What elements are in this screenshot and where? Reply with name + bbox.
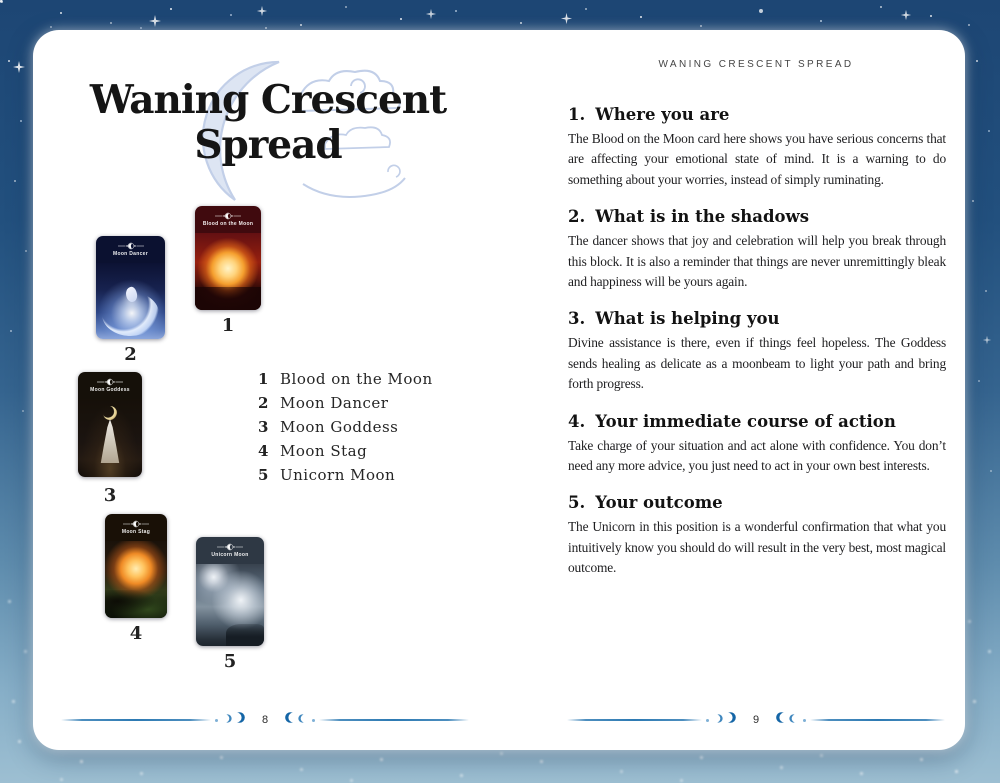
card-artwork (105, 541, 167, 618)
ornament-line (61, 719, 211, 721)
list-item (258, 370, 433, 394)
crescent-moon-icon (789, 711, 798, 729)
card-moon-stag (105, 514, 167, 618)
section-title: Your immediate course of action (595, 411, 896, 431)
card-name: Moon Goddess (90, 387, 130, 393)
ornament-dot (312, 719, 315, 722)
section-title: What is in the shadows (595, 207, 810, 227)
section-title: Where you are (595, 105, 730, 124)
list-item (258, 418, 433, 442)
crescent-ornament-icon (217, 543, 243, 551)
ornament-line (319, 719, 469, 721)
page-title-line2: Spread (194, 122, 342, 169)
section-number: 5. (568, 493, 586, 513)
spread-position-section (568, 493, 946, 578)
section-heading (568, 207, 946, 226)
sparkle-star-icon (148, 14, 162, 28)
card-legend-list (258, 370, 433, 490)
section-body: The dancer shows that joy and celebration will help you break through this block. It is also a reminder that things are never unremittingly bleak and happiness will be yours again. (568, 233, 946, 290)
section-number: 1. (568, 105, 586, 124)
section-heading (568, 309, 946, 328)
legend-label: Moon Dancer (280, 394, 389, 412)
section-heading (568, 105, 946, 124)
legend-number: 1 (258, 370, 269, 388)
spread-positions-text (568, 105, 946, 596)
ornament-line (810, 719, 945, 721)
spread-position-section (568, 207, 946, 292)
crescent-ornament-icon (215, 212, 241, 220)
card-position-number: 3 (103, 485, 117, 506)
crescent-ornament-icon (118, 242, 144, 250)
crescent-moon-icon (223, 711, 232, 729)
section-number: 4. (568, 411, 586, 431)
list-item (258, 466, 433, 490)
legend-number: 3 (258, 418, 269, 436)
card-title-band (195, 206, 261, 233)
card-title-band (96, 236, 165, 263)
section-heading (568, 493, 946, 512)
crescent-moon-icon (285, 711, 296, 729)
section-number: 3. (568, 309, 586, 329)
legend-number: 4 (258, 442, 269, 460)
card-moon-dancer (96, 236, 165, 339)
card-position-number: 4 (129, 623, 143, 644)
card-name: Blood on the Moon (202, 221, 254, 227)
card-position-number: 1 (221, 315, 235, 336)
sparkle-star-icon (982, 335, 996, 349)
right-page-footer (567, 711, 945, 729)
crescent-ornament-icon (123, 520, 149, 528)
section-number: 2. (568, 207, 586, 227)
card-artwork (195, 233, 261, 310)
ornament-dot (706, 719, 709, 722)
page-number: 8 (261, 714, 269, 726)
ornament-line (567, 719, 702, 721)
ornament-dot (803, 719, 806, 722)
book-spread-sheet (33, 30, 965, 750)
crescent-moon-icon (234, 711, 245, 729)
card-title-band (78, 372, 142, 399)
card-artwork (196, 564, 264, 646)
legend-label: Moon Stag (280, 442, 368, 460)
crescent-moon-icon (714, 711, 723, 729)
ornament-dot (215, 719, 218, 722)
sparkle-star-icon (256, 5, 270, 19)
background-snow-dots (0, 0, 3, 3)
crescent-moon-icon (776, 711, 787, 729)
crescent-moon-icon (298, 711, 307, 729)
crescent-moon-icon (725, 711, 736, 729)
card-position-number: 2 (124, 344, 137, 365)
legend-label: Unicorn Moon (280, 466, 396, 484)
running-header: WANING CRESCENT SPREAD (658, 59, 854, 70)
list-item (258, 394, 433, 418)
legend-label: Blood on the Moon (280, 370, 433, 388)
card-moon-goddess (78, 372, 142, 477)
section-body: Take charge of your situation and act alone with confidence. You don’t need any more advice, you just need to act in your own best interests. (568, 437, 946, 474)
section-body: Divine assistance is there, even if things feel hopeless. The Goddess sends healing as delicate as a moonbeam to light your path and bring forth progress. (568, 335, 946, 392)
card-title-band (196, 537, 264, 564)
section-title: What is helping you (595, 309, 780, 329)
card-name: Unicorn Moon (211, 552, 249, 558)
crescent-ornament-icon (97, 378, 123, 386)
sparkle-star-icon (12, 60, 26, 74)
page-title-line1: Waning Crescent (89, 77, 447, 123)
legend-number: 5 (258, 466, 269, 484)
card-blood-on-the-moon (195, 206, 261, 310)
card-position-number: 5 (223, 651, 237, 672)
card-title-band (105, 514, 167, 541)
card-name: Moon Dancer (113, 251, 148, 257)
card-unicorn-moon (196, 537, 264, 646)
card-artwork (78, 399, 142, 477)
list-item (258, 442, 433, 466)
legend-number: 2 (258, 394, 269, 412)
sparkle-star-icon (900, 9, 914, 23)
section-body: The Unicorn in this position is a wonderful confirmation that what you intuitively know you should do will result in the very best, most magical outcome. (568, 519, 946, 576)
spread-position-section (568, 412, 946, 477)
page-number: 9 (752, 714, 760, 726)
sparkle-star-icon (425, 8, 439, 22)
section-body: The Blood on the Moon card here shows you have serious concerns that are affecting your emotional state of mind. It is a warning to do something about your worries, instead of simply ruminating. (568, 131, 946, 187)
section-title: Your outcome (595, 493, 723, 513)
card-name: Moon Stag (121, 529, 151, 535)
legend-label: Moon Goddess (280, 418, 399, 436)
card-artwork (96, 263, 165, 339)
page-title (51, 78, 485, 168)
section-heading (568, 412, 946, 431)
sparkle-star-icon (560, 12, 574, 26)
left-page-footer (61, 711, 469, 729)
spread-position-section (568, 105, 946, 190)
spread-position-section (568, 309, 946, 394)
